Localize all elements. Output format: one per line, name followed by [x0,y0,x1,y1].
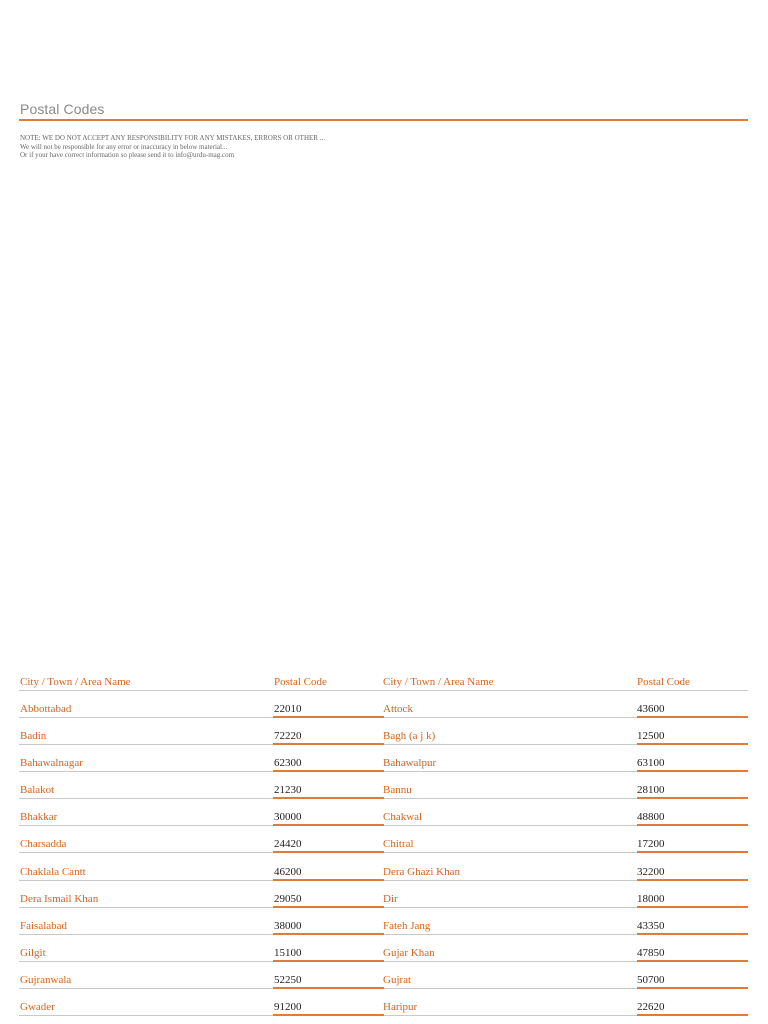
table-row [19,772,748,799]
postal-code: 29050 [274,892,302,905]
city-name: Bahawalnagar [20,757,83,770]
postal-code: 43600 [637,703,665,715]
postal-code: 47850 [637,946,665,959]
city-name: Bahawalpur [383,757,437,770]
postal-code: 43350 [637,919,665,932]
city-name: Dera Ghazi Khan [383,865,460,878]
row-divider [19,1015,273,1016]
table-row [19,691,748,718]
row-divider [384,1015,637,1016]
city-name: Dera Ismail Khan [20,892,99,905]
postal-code: 46200 [274,865,302,878]
city-name: Balakot [20,784,55,797]
table-row [19,745,748,772]
city-name: Haripur [383,1001,418,1014]
title-divider [19,119,748,121]
city-name: Fateh Jang [383,919,431,932]
postal-code: 91200 [274,1001,302,1014]
table-body [19,691,748,1016]
column-header-postal-code: Postal Code [637,676,690,688]
note-line: NOTE: WE DO NOT ACCEPT ANY RESPONSIBILITY FOR ANY MISTAKES, ERRORS OR OTHER ... [20,134,325,142]
table-row [19,935,748,962]
postal-code: 63100 [637,757,665,770]
city-name: Chitral [383,838,414,851]
postal-code-table [19,676,748,1016]
postal-code: 52250 [274,973,302,986]
city-name: Bhakkar [20,811,58,824]
postal-code: 48800 [637,811,665,824]
postal-code: 38000 [274,919,302,932]
postal-code: 17200 [637,838,665,851]
city-name: Attock [383,703,413,715]
city-name: Chaklala Cantt [20,865,86,878]
city-name: Badin [20,730,47,743]
city-name: Gujrat [383,973,412,986]
row-divider [273,1014,384,1016]
city-name: Faisalabad [20,919,68,932]
city-name: Gujar Khan [383,946,435,959]
table-row [19,826,748,853]
column-header-city: City / Town / Area Name [383,676,494,688]
postal-code: 22620 [637,1001,665,1014]
postal-code: 50700 [637,973,665,986]
postal-code: 32200 [637,865,665,878]
postal-code: 18000 [637,892,665,905]
page-title: Postal Codes [20,101,105,117]
postal-code: 62300 [274,757,302,770]
table-row [19,989,748,1016]
postal-code: 12500 [637,730,665,743]
table-header [19,676,748,691]
city-name: Abbottabad [20,703,72,715]
postal-code: 28100 [637,784,665,797]
table-row [19,718,748,745]
city-name: Charsadda [20,838,67,851]
note-line: We will not be responsible for any error or inaccuracy in below material... [20,142,228,151]
city-name: Bannu [383,784,412,797]
postal-code: 72220 [274,730,302,743]
postal-code: 15100 [274,946,302,959]
city-name: Gilgit [20,946,46,959]
table-row [19,854,748,881]
table-row [19,962,748,989]
city-name: Bagh (a j k) [383,730,436,743]
postal-code: 22010 [274,703,302,715]
city-name: Gujranwala [20,973,72,986]
row-divider [637,1014,748,1016]
city-name: Gwader [20,1001,55,1014]
column-header-postal-code: Postal Code [274,676,327,688]
postal-code: 24420 [274,838,302,851]
column-header-city: City / Town / Area Name [20,676,131,688]
table-row [19,881,748,908]
table-row [19,799,748,826]
city-name: Dir [383,892,398,905]
city-name: Chakwal [383,811,423,824]
postal-code: 21230 [274,784,302,797]
table-row [19,908,748,935]
note-line: Or if your have correct information so please send it to info@urdu-mag.com [20,151,235,159]
postal-code: 30000 [274,811,302,824]
disclaimer-note [20,134,325,160]
